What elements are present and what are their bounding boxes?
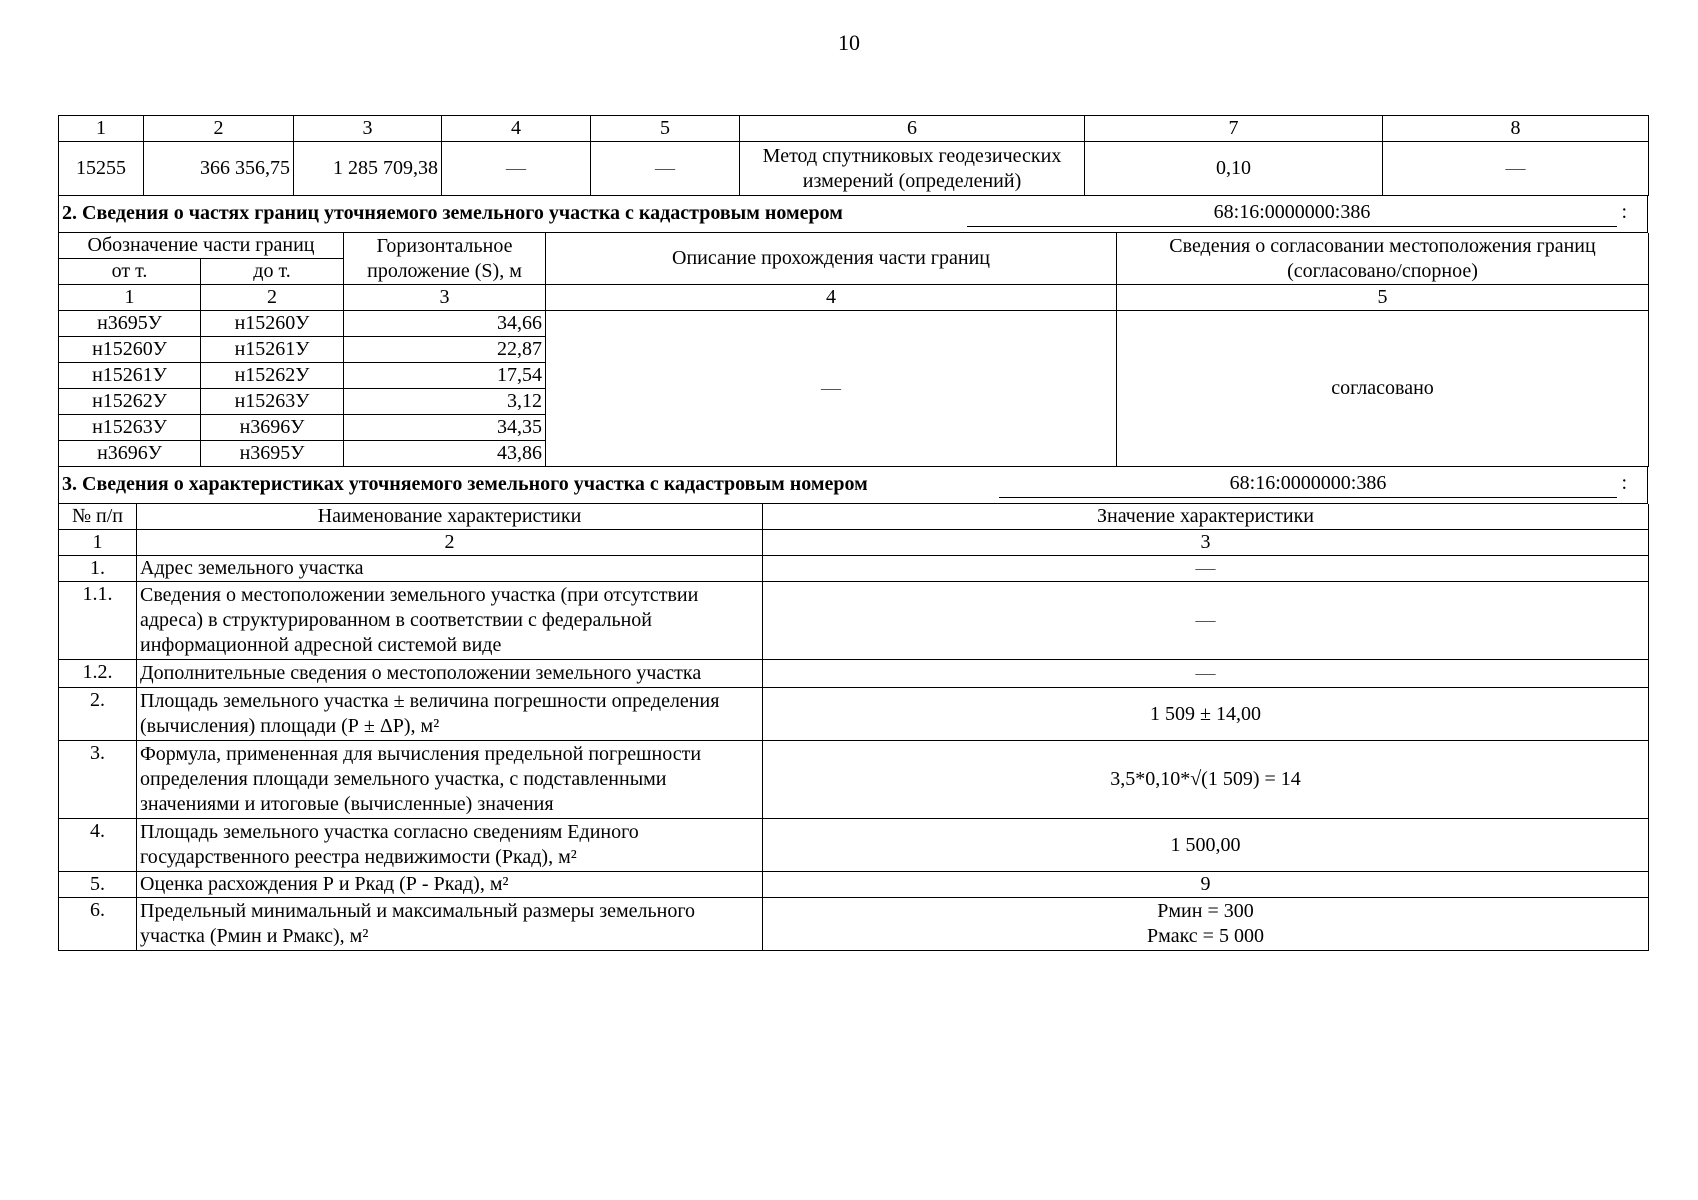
table-row [59,142,1649,196]
distance: 43,86 [344,441,546,467]
table-row [59,741,1649,819]
characteristic-value: 3,5*0,10*√(1 509) = 14 [763,741,1649,819]
to-point: н15262У [201,363,344,389]
min-size: Рмин = 300 [1157,900,1254,922]
section-colon: : [1621,201,1627,223]
designation-header: Обозначение части границ [59,233,344,259]
coordinates-table [58,115,1649,196]
col-number: 2 [144,116,294,142]
table-row [59,660,1649,688]
col-number: 5 [1117,285,1649,311]
row-number: 4. [59,819,137,872]
characteristic-name: Предельный минимальный и максимальный размеры земельного участка (Рмин и Рмакс), м² [137,898,763,951]
cell-dash: — [591,142,740,196]
cadastral-number: 68:16:0000000:386 [999,472,1617,498]
table-row [59,688,1649,741]
to-point: н15261У [201,337,344,363]
to-point: н3695У [201,441,344,467]
header-row [59,233,1649,259]
from-point: н15261У [59,363,201,389]
num-header: № п/п [59,504,137,530]
row-number: 2. [59,688,137,741]
agreement-header: Сведения о согласовании местоположения границ (согласовано/спорное) [1117,233,1649,285]
col-number: 3 [344,285,546,311]
section-title: 3. Сведения о характеристиках уточняемого земельного участка с кадастровым номером [62,473,868,495]
from-header: от т. [59,259,201,285]
col-number: 4 [546,285,1117,311]
name-header: Наименование характеристики [137,504,763,530]
boundary-parts-table [58,233,1649,467]
cell-dash: — [1383,142,1649,196]
coordinate-x: 366 356,75 [144,142,294,196]
from-point: н3696У [59,441,201,467]
characteristic-name: Оценка расхождения Р и Ркад (Р - Ркад), м² [137,872,763,898]
col-number: 7 [1085,116,1383,142]
row-number: 6. [59,898,137,951]
table-row [59,556,1649,582]
table-row [59,872,1649,898]
characteristic-name: Адрес земельного участка [137,556,763,582]
table-row [59,819,1649,872]
row-number: 5. [59,872,137,898]
cell-dash: — [442,142,591,196]
document-sheet [58,115,1648,951]
row-number: 1.1. [59,582,137,660]
characteristics-table [58,504,1649,951]
col-number: 1 [59,285,201,311]
characteristic-name: Сведения о местоположении земельного участка (при отсутствии адреса) в структурированном в соответствии с федеральной информационной адресной системой виде [137,582,763,660]
col-number: 3 [763,530,1649,556]
page-number: 10 [838,30,860,55]
cadastral-number: 68:16:0000000:386 [967,201,1617,227]
row-number: 1. [59,556,137,582]
header-row [59,504,1649,530]
section-title: 2. Сведения о частях границ уточняемого земельного участка с кадастровым номером [62,202,843,224]
column-numbers-row [59,530,1649,556]
table-row [59,582,1649,660]
coordinate-y: 1 285 709,38 [294,142,442,196]
characteristic-name: Площадь земельного участка согласно сведениям Единого государственного реестра недвижимости (Ркад), м² [137,819,763,872]
col-number: 3 [294,116,442,142]
to-point: н15263У [201,389,344,415]
col-number: 6 [740,116,1085,142]
from-point: н15262У [59,389,201,415]
row-number: 1.2. [59,660,137,688]
characteristic-value [763,898,1649,951]
description-value: — [546,311,1117,467]
characteristic-value: — [763,660,1649,688]
distance: 3,12 [344,389,546,415]
from-point: н3695У [59,311,201,337]
section-2-heading [58,196,1648,233]
column-numbers-row [59,116,1649,142]
section-colon: : [1621,472,1627,494]
distance: 34,66 [344,311,546,337]
characteristic-value: — [763,582,1649,660]
to-point: н3696У [201,415,344,441]
accuracy-cell: 0,10 [1085,142,1383,196]
col-number: 4 [442,116,591,142]
table-row [59,311,1649,337]
section-3-heading [58,467,1648,504]
horizontal-header: Горизонтальное проложение (S), м [344,233,546,285]
col-number: 1 [59,116,144,142]
col-number: 2 [137,530,763,556]
column-numbers-row [59,285,1649,311]
characteristic-value: — [763,556,1649,582]
row-number: 3. [59,741,137,819]
distance: 22,87 [344,337,546,363]
col-number: 8 [1383,116,1649,142]
col-number: 5 [591,116,740,142]
point-number: 15255 [59,142,144,196]
from-point: н15260У [59,337,201,363]
max-size: Рмакс = 5 000 [1147,925,1264,947]
col-number: 1 [59,530,137,556]
table-row [59,898,1649,951]
description-header: Описание прохождения части границ [546,233,1117,285]
characteristic-value: 1 500,00 [763,819,1649,872]
characteristic-name: Дополнительные сведения о местоположении земельного участка [137,660,763,688]
characteristic-value: 1 509 ± 14,00 [763,688,1649,741]
agreement-value: согласовано [1117,311,1649,467]
value-header: Значение характеристики [763,504,1649,530]
from-point: н15263У [59,415,201,441]
to-point: н15260У [201,311,344,337]
distance: 17,54 [344,363,546,389]
col-number: 2 [201,285,344,311]
characteristic-value: 9 [763,872,1649,898]
characteristic-name: Площадь земельного участка ± величина погрешности определения (вычисления) площади (Р ± ΔР), м² [137,688,763,741]
method-cell: Метод спутниковых геодезических измерений (определений) [740,142,1085,196]
distance: 34,35 [344,415,546,441]
characteristic-name: Формула, примененная для вычисления предельной погрешности определения площади земельного участка, с подставленными значениями и итоговые (вычисленные) значения [137,741,763,819]
to-header: до т. [201,259,344,285]
